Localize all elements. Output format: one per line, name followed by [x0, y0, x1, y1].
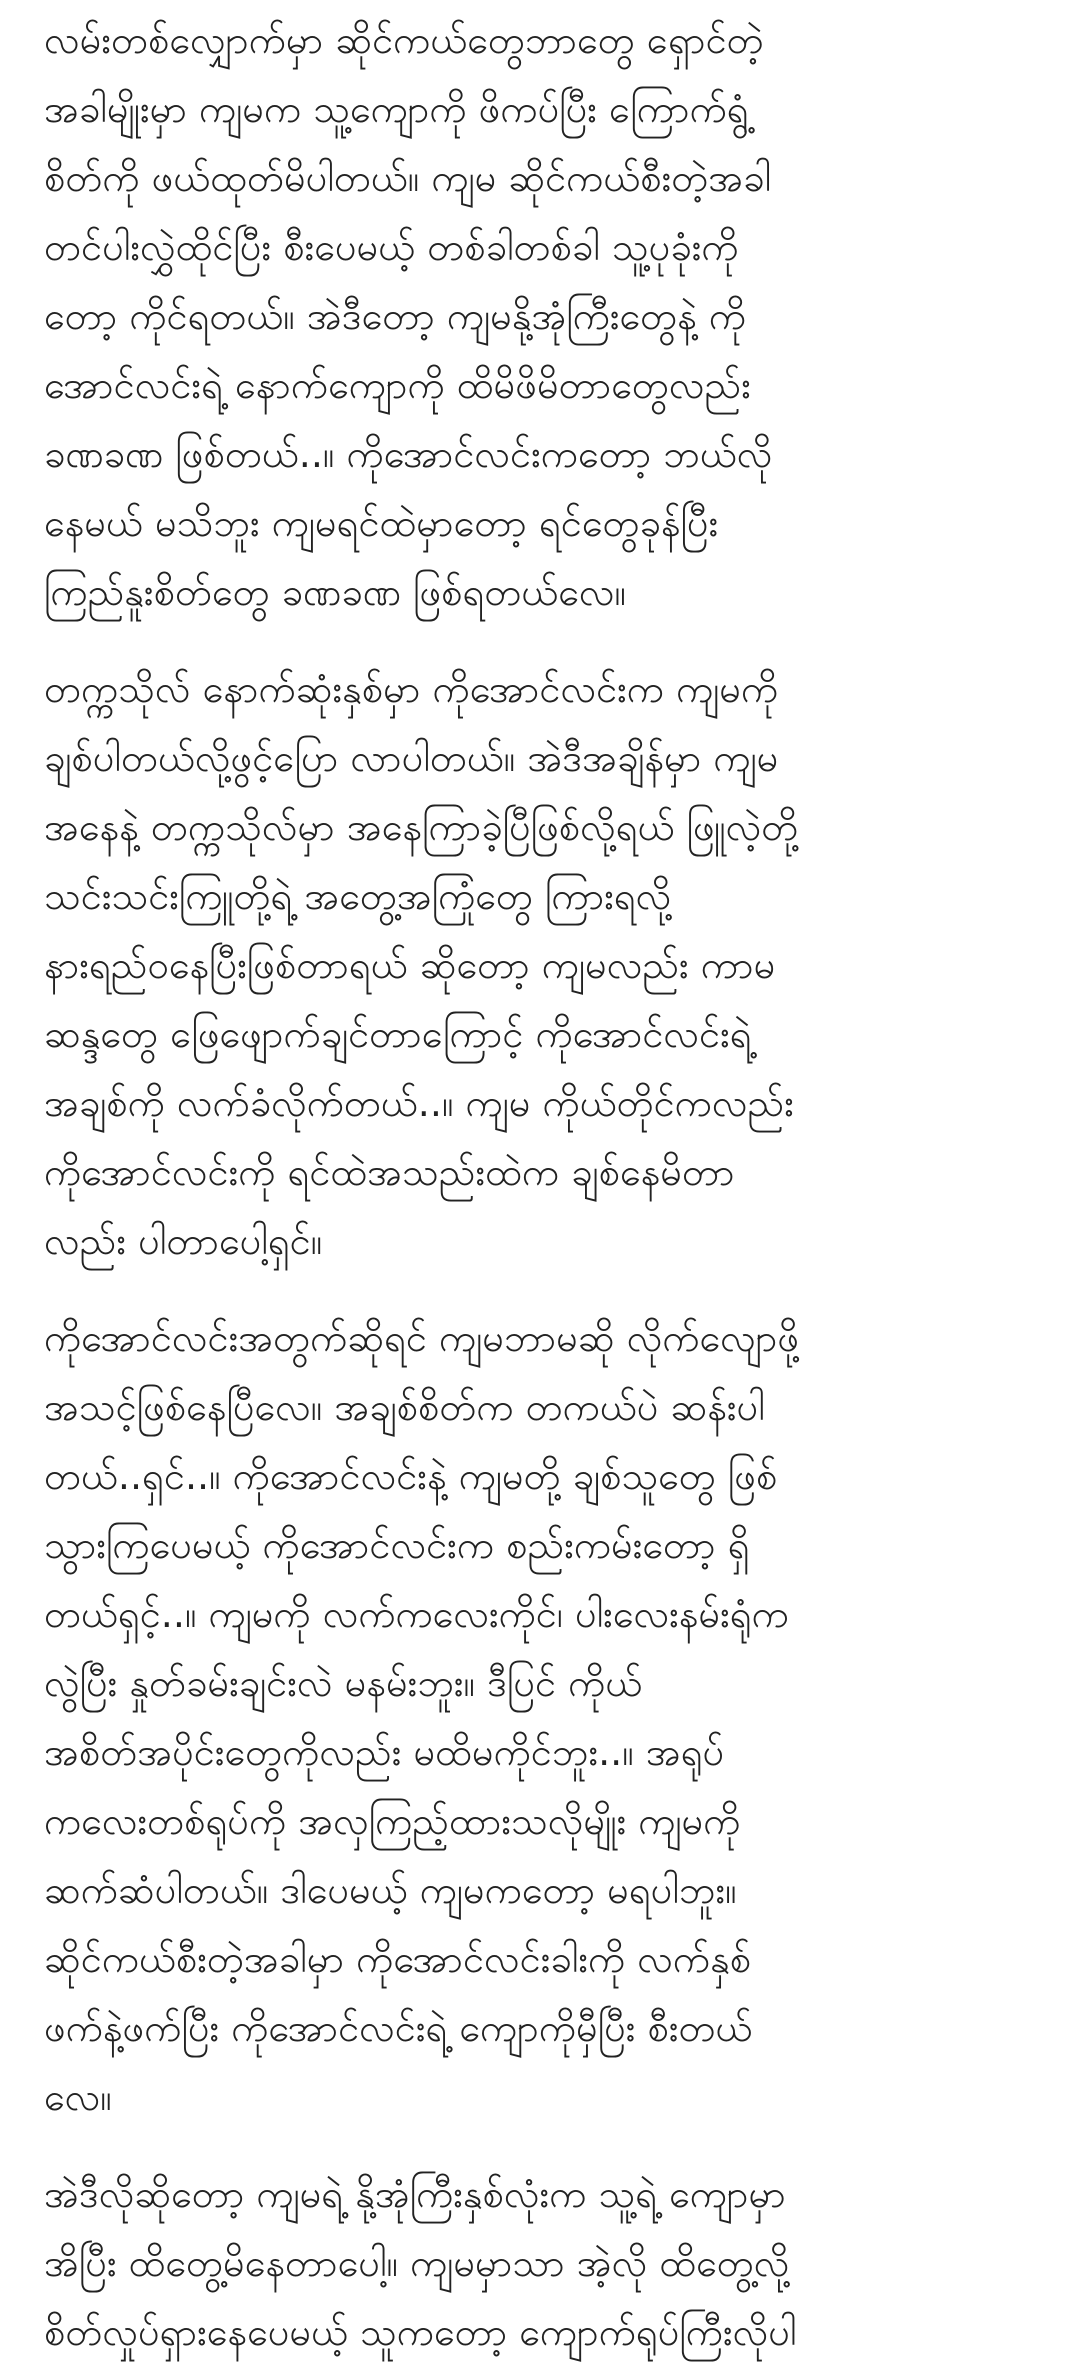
- text-line: တင်ပါးလွှဲထိုင်ပြီး စီးပေမယ့် တစ်ခါတစ်ခါ သူ့ပုခုံးကို: [44, 225, 739, 269]
- text-line: တက္ကသိုလ် နောက်ဆုံးနှစ်မှာ ကိုအောင်လင်းက ကျမကို: [44, 667, 779, 711]
- text-line: အခါမျိုးမှာ ကျမက သူ့ကျောကို ဖိကပ်ပြီး ကြောက်ရွံ့: [44, 87, 749, 131]
- text-line: ကြည်နူးစိတ်တွေ ခဏခဏ ဖြစ်ရတယ်လေ။: [44, 570, 627, 614]
- text-line: ဆိုင်ကယ်စီးတဲ့အခါမှာ ကိုအောင်လင်းခါးကို လက်နှစ်: [44, 1937, 752, 1981]
- text-line: ခဏခဏ ဖြစ်တယ်..။ ကိုအောင်လင်းကတော့ ဘယ်လို: [44, 432, 773, 476]
- text-line: အဲဒီလိုဆိုတော့ ကျမရဲ့ နို့အုံကြီးနှစ်လုံးက သူ့ရဲ့ ကျောမှာ: [44, 2172, 786, 2216]
- text-line: အောင်လင်းရဲ့ နောက်ကျောကို ထိမိဖိမိတာတွေလည်း: [44, 363, 751, 407]
- paragraph-2: [44, 655, 1036, 1276]
- text-line: ဖက်နဲ့ဖက်ပြီး ကိုအောင်လင်းရဲ့ ကျောကိုမှီပြီး စီးတယ်: [44, 2006, 753, 2050]
- text-line: နေမယ် မသိဘူး ကျမရင်ထဲမှာတော့ ရင်တွေခုန်ပြီး: [44, 501, 719, 545]
- paragraph-3: [44, 1304, 1036, 2132]
- text-line: တော့ ကိုင်ရတယ်။ အဲဒီတော့ ကျမနို့အုံကြီးတွေနဲ့ ကို: [44, 294, 747, 338]
- text-line: ကလေးတစ်ရုပ်ကို အလှကြည့်ထားသလိုမျိုး ကျမကို: [44, 1799, 741, 1843]
- text-line: သင်းသင်းကြူတို့ရဲ့ အတွေ့အကြုံတွေ ကြားရလို့: [44, 874, 672, 918]
- text-line: လမ်းတစ်လျှောက်မှာ ဆိုင်ကယ်တွေဘာတွေ ရှောင်တဲ့: [44, 18, 764, 62]
- text-line: ဆန္ဒတွေ ဖြေဖျောက်ချင်တာကြောင့် ကိုအောင်လင်းရဲ့: [44, 1012, 752, 1056]
- text-line: ဆက်ဆံပါတယ်။ ဒါပေမယ့် ကျမကတော့ မရပါဘူး။: [44, 1868, 737, 1912]
- text-line: နားရည်ဝနေပြီးဖြစ်တာရယ် ဆိုတော့ ကျမလည်း ကာမ: [44, 943, 776, 987]
- text-line: အိပြီး ထိတွေ့မိနေတာပေါ့။ ကျမမှာသာ အဲ့လို ထိတွေ့လို့: [44, 2241, 790, 2285]
- text-line: လွဲပြီး နှုတ်ခမ်းချင်းလဲ မနမ်းဘူး။ ဒီပြင် ကိုယ်: [44, 1661, 643, 1705]
- text-line: တယ်..ရှင်..။ ကိုအောင်လင်းနဲ့ ကျမတို့ ချစ်သူတွေ ဖြစ်: [44, 1454, 778, 1498]
- text-line: ကိုအောင်လင်းအတွက်ဆိုရင် ကျမဘာမဆို လိုက်လျောဖို့: [44, 1316, 800, 1360]
- text-line: လည်း ပါတာပေါ့ရှင်။: [44, 1219, 323, 1263]
- text-line: အနေနဲ့ တက္ကသိုလ်မှာ အနေကြာခဲ့ပြီဖြစ်လို့ရယ် ဖြူလဲ့တို့: [44, 805, 799, 849]
- paragraph-4: [44, 2160, 1036, 2367]
- paragraph-1: [44, 6, 1036, 627]
- text-line: ချစ်ပါတယ်လို့ဖွင့်ပြော လာပါတယ်။ အဲဒီအချိန်မှာ ကျမ: [44, 736, 779, 780]
- text-line: တယ်ရှင့်..။ ကျမကို လက်ကလေးကိုင်၊ ပါးလေးနမ်းရုံက: [44, 1592, 789, 1636]
- text-line: အချစ်ကို လက်ခံလိုက်တယ်..။ ကျမ ကိုယ်တိုင်ကလည်း: [44, 1081, 794, 1125]
- text-line: လေ။: [44, 2075, 112, 2119]
- text-line: အသင့်ဖြစ်နေပြီလေ။ အချစ်စိတ်က တကယ်ပဲ ဆန်းပါ: [44, 1385, 765, 1429]
- text-line: သွားကြပေမယ့် ကိုအောင်လင်းက စည်းကမ်းတော့ ရှိ: [44, 1523, 750, 1567]
- text-line: အစိတ်အပိုင်းတွေကိုလည်း မထိမကိုင်ဘူး..။ အရုပ်: [44, 1730, 725, 1774]
- text-line: စိတ်လှုပ်ရှားနေပေမယ့် သူကတော့ ကျောက်ရုပ်ကြီးလိုပါ: [44, 2310, 797, 2354]
- text-line: ကိုအောင်လင်းကို ရင်ထဲအသည်းထဲက ချစ်နေမိတာ: [44, 1150, 735, 1194]
- text-line: စိတ်ကို ဖယ်ထုတ်မိပါတယ်။ ကျမ ဆိုင်ကယ်စီးတဲ့အခါ: [44, 156, 772, 200]
